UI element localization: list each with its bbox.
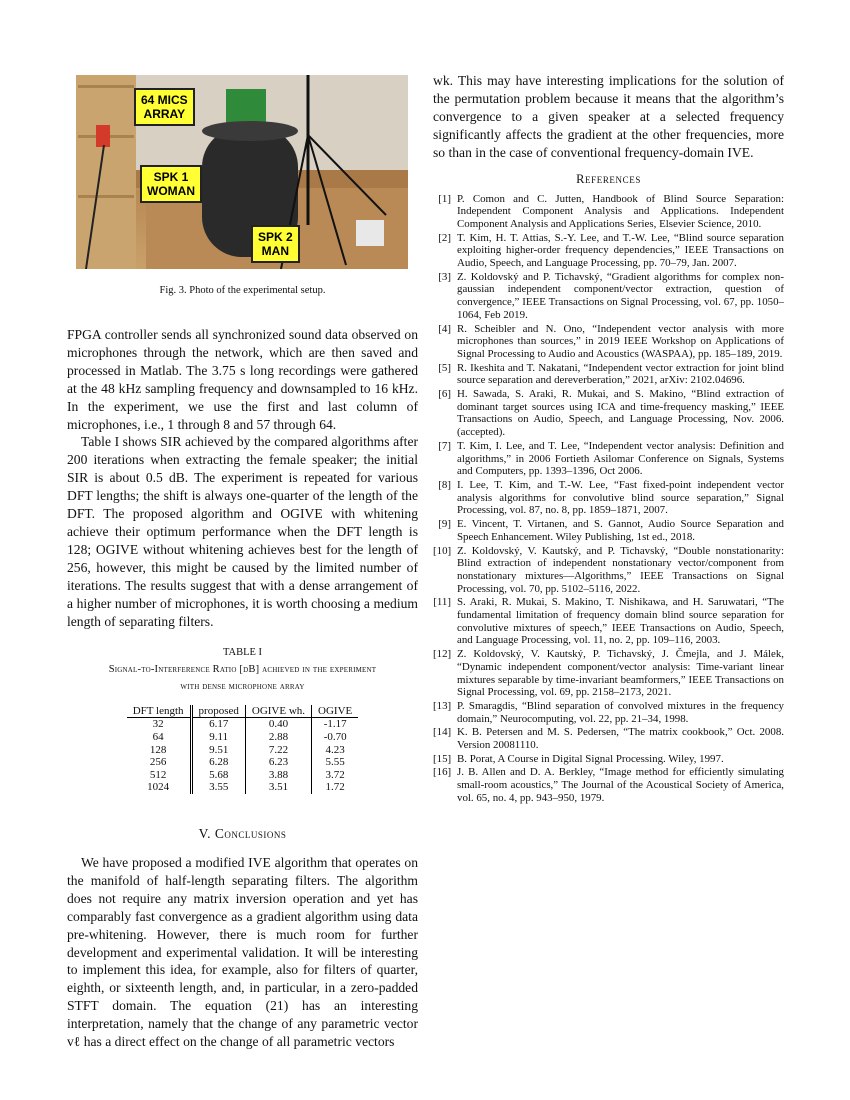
cell-dft-length: 256 xyxy=(127,756,191,769)
reference-number: [16] xyxy=(433,766,452,779)
reference-text: Z. Koldovský, V. Kautský, P. Tichavský, J. Čmejla, and J. Málek, “Dynamic independent component/vector analysis: Time-variant linear mixtures separable by time-invariant beamformers,” IEEE Transactions on Signal Processing, vol. 69, pp. 2158–2173, 2021. xyxy=(457,648,784,699)
reference-number: [10] xyxy=(433,544,452,557)
reference-item xyxy=(433,766,784,804)
cell-ogive: -1.17 xyxy=(323,718,347,731)
references-heading: References xyxy=(576,171,641,186)
experimental-setup-photo xyxy=(76,75,408,269)
reference-item xyxy=(433,753,784,766)
header-dft-length: DFT length xyxy=(127,705,191,718)
reference-item xyxy=(433,648,784,699)
cell-ogive: 3.72 xyxy=(325,768,345,781)
setup-illustration xyxy=(76,75,408,269)
conclusions-heading-number: V. xyxy=(198,825,215,841)
table-row xyxy=(127,731,359,744)
reference-item xyxy=(433,193,784,231)
cell-ogive: 1.72 xyxy=(325,781,345,794)
reference-number: [3] xyxy=(438,270,451,283)
reference-item xyxy=(433,518,784,543)
reference-item xyxy=(433,700,784,725)
paragraph-conclusions: We have proposed a modified IVE algorithm that operates on the manifold of half-length separating filters. The algorithm does not require any matrix inversion operation and yet has comparably fast convergence as a gradient algorithm using data pre-whitening. However, there is much room for further development and experimental validation. It will be interesting to implement this idea, for example, also for filters of quarter, eighth, or sixteenth length, and, in particular, in a zero-padded STFT domain. The equation (21) has an interesting interpretation, namely that the change of any parametric vector vℓ has a direct effect on the change of all parametric vectors xyxy=(67,854,418,1050)
reference-number: [7] xyxy=(438,439,451,452)
right-column xyxy=(433,72,784,806)
reference-item xyxy=(433,323,784,361)
table-row xyxy=(127,756,359,769)
reference-text: P. Comon and C. Jutten, Handbook of Blind Source Separation: Independent Component Analysis and Applications. Independent Component Analysis and Applications Series, Elsevier Science, 2010. xyxy=(457,192,784,230)
reference-number: [4] xyxy=(438,322,451,335)
references-list xyxy=(433,193,784,805)
reference-item xyxy=(433,362,784,387)
reference-text: I. Lee, T. Kim, and T.-W. Lee, “Fast fixed-point independent vector analysis algorithms for convolutive blind source separation,” Signal Processing, vol. 87, no. 8, pp. 1859–1871, 2007. xyxy=(457,479,784,517)
table-caption-line2: with dense microphone array xyxy=(180,681,305,693)
reference-text: K. B. Petersen and M. S. Pedersen, “The matrix cookbook,” Oct. 2008. Version 20081110. xyxy=(457,726,784,752)
reference-text: Z. Koldovský, V. Kautský, and P. Tichavský, “Double nonstationarity: Blind extraction of independent nonstationary vector/component from nonstationary mixtures—Algorithms,” IEEE Transactions on Signal Processing, vol. 70, pp. 5102–5116, 2022. xyxy=(457,544,784,595)
reference-text: J. B. Allen and D. A. Berkley, “Image method for efficiently simulating small-room acoustics,” The Journal of the Acoustical Society of America, vol. 65, no. 4, pp. 943–950, 1979. xyxy=(457,766,784,804)
reference-text: B. Porat, A Course in Digital Signal Processing. Wiley, 1997. xyxy=(457,752,724,765)
label-speaker1-line2: WOMAN xyxy=(147,184,195,198)
label-speaker2-line1: SPK 2 xyxy=(258,230,293,244)
cell-dft-length: 1024 xyxy=(127,781,191,794)
reference-text: S. Araki, R. Mukai, S. Makino, T. Nishikawa, and H. Saruwatari, “The fundamental limitation of frequency domain blind source separation for convolutive mixtures of speech,” IEEE Transactions on Audio, Speech, and Language Processing, vol. 11, no. 2, pp. 109–116, 2003. xyxy=(457,596,784,647)
cell-proposed: 6.28 xyxy=(191,756,245,769)
cell-ogive-wh: 2.88 xyxy=(245,731,311,744)
reference-number: [13] xyxy=(433,699,452,712)
conclusions-heading xyxy=(67,826,418,842)
reference-text: H. Sawada, S. Araki, R. Mukai, and S. Makino, “Blind extraction of dominant target sources using ICA and time-frequency masking,” IEEE Transactions on Audio, Speech, and Language Processing, Nov. 2006. (accepted). xyxy=(457,388,784,439)
table-row xyxy=(127,781,359,794)
reference-number: [1] xyxy=(438,192,451,205)
label-mics-array-line2: ARRAY xyxy=(143,107,186,121)
reference-number: [11] xyxy=(433,596,451,609)
reference-item xyxy=(433,440,784,478)
reference-number: [6] xyxy=(438,388,451,401)
label-speaker1-line1: SPK 1 xyxy=(153,170,189,184)
reference-number: [12] xyxy=(433,648,452,661)
header-ogive: OGIVE xyxy=(312,705,359,718)
reference-number: [5] xyxy=(438,361,451,374)
left-column xyxy=(67,72,418,1051)
table-row xyxy=(127,744,359,757)
label-mics-array xyxy=(134,88,195,126)
reference-item xyxy=(433,232,784,270)
table-body xyxy=(127,718,359,794)
table-label: TABLE I xyxy=(222,647,263,659)
reference-number: [9] xyxy=(438,518,451,531)
cell-proposed: 9.11 xyxy=(191,731,245,744)
label-speaker2-line2: MAN xyxy=(261,244,289,258)
header-proposed: proposed xyxy=(191,705,245,718)
table-caption xyxy=(67,644,418,695)
figure-caption: Fig. 3. Photo of the experimental setup. xyxy=(159,285,326,296)
label-speaker1 xyxy=(140,165,202,203)
reference-number: [8] xyxy=(438,479,451,491)
cell-ogive: 5.55 xyxy=(325,756,345,769)
table-caption-line1: Signal-to-Interference Ratio [dB] achieved in the experiment xyxy=(108,664,377,676)
table-row xyxy=(127,769,359,782)
reference-item xyxy=(433,388,784,439)
reference-text: T. Kim, I. Lee, and T. Lee, “Independent vector analysis: Definition and algorithms,” in 2006 Fortieth Asilomar Conference on Signals, Systems and Computers, pp. 1393–1396, Oct 2006. xyxy=(457,439,784,478)
reference-number: [2] xyxy=(438,231,451,244)
cell-dft-length: 128 xyxy=(127,744,191,757)
cell-ogive-wh: 6.23 xyxy=(245,756,311,769)
reference-item xyxy=(433,726,784,751)
reference-text: Z. Koldovský and P. Tichavský, “Gradient algorithms for complex non-gaussian independent component/vector extraction, question of convergence,” IEEE Transactions on Signal Processing, vol. 67, pp. 1050–1064, Feb 2019. xyxy=(457,270,784,321)
reference-text: P. Smaragdis, “Blind separation of convolved mixtures in the frequency domain,” Neurocomputing, vol. 22, pp. 21–34, 1998. xyxy=(457,699,784,725)
cell-proposed: 5.68 xyxy=(191,769,245,782)
reference-text: T. Kim, H. T. Attias, S.-Y. Lee, and T.-W. Lee, “Blind source separation exploiting higher-order frequency dependencies,” IEEE Transactions on Audio, Speech, and Language Processing, pp. 70–79, Jan. 2007. xyxy=(457,231,784,270)
cell-proposed: 3.55 xyxy=(191,781,245,794)
cell-ogive-wh: 0.40 xyxy=(245,718,311,731)
label-speaker2 xyxy=(251,225,300,263)
reference-item xyxy=(433,545,784,596)
cell-proposed: 9.51 xyxy=(191,744,245,757)
cell-ogive: -0.70 xyxy=(323,731,347,743)
header-ogive-wh: OGIVE wh. xyxy=(245,705,311,718)
reference-number: [15] xyxy=(433,752,452,765)
reference-item xyxy=(433,479,784,517)
cell-proposed: 6.17 xyxy=(191,718,245,731)
sir-results-table xyxy=(127,705,359,794)
cell-ogive-wh: 7.22 xyxy=(245,744,311,757)
cell-dft-length: 64 xyxy=(127,731,191,744)
conclusions-heading-text: Conclusions xyxy=(214,825,287,841)
cell-ogive-wh: 3.51 xyxy=(245,781,311,794)
reference-text: E. Vincent, T. Virtanen, and S. Gannot, Audio Source Separation and Speech Enhancement. Wiley Publishing, 1st ed., 2018. xyxy=(457,518,784,543)
paragraph-table-discussion: Table I shows SIR achieved by the compared algorithms after 200 iterations when extracting the female speaker; the initial SIR is about 0.5 dB. The experiment is repeated for various DFT lengths; the shift is always one-quarter of the length of the DFT. The proposed algorithm and OGIVE with whitening achieve their optimum performance when the DFT length is 128; OGIVE without whitening achieves best for the length of 256, however, this might be caused by the limited number of iterations. The results suggest that with a dense arrangement of a higher number of microphones, it is worth choosing a medium length of separating filters. xyxy=(67,434,418,629)
reference-text: R. Ikeshita and T. Nakatani, “Independent vector extraction for joint blind source separation and dereverberation,” 2021, arXiv: 2102.04696. xyxy=(457,361,784,387)
reference-number: [14] xyxy=(433,726,452,739)
paragraph-fpga: FPGA controller sends all synchronized sound data observed on microphones through the network, which are then saved and processed in Matlab. The 3.75 s long recordings were gathered at the 48 kHz sampling frequency and downsampled to 16 kHz. In the experiment, we use the first and last column of microphones, i.e., 1 through 8 and 57 through 64. xyxy=(67,327,418,432)
cell-dft-length: 32 xyxy=(127,718,191,731)
cell-ogive: 4.23 xyxy=(325,743,345,756)
table-header-row xyxy=(127,705,359,718)
cell-ogive-wh: 3.88 xyxy=(245,769,311,782)
table-row xyxy=(127,718,359,731)
paragraph-continuation: wk. This may have interesting implications for the solution of the permutation problem because it means that the algorithm’s convergence to a given speaker at a selected frequency significantly affects the gradient at the other frequencies, more so than in the case of conventional frequency-domain IVE. xyxy=(433,73,784,160)
reference-text: R. Scheibler and N. Ono, “Independent vector analysis with more microphones than sources,” in 2019 IEEE Workshop on Applications of Signal Processing to Audio and Acoustics (WASPAA), pp. 185–189, 2019. xyxy=(457,322,784,360)
reference-item xyxy=(433,271,784,322)
cell-dft-length: 512 xyxy=(127,769,191,782)
label-mics-array-line1: 64 MICS xyxy=(141,93,188,107)
reference-item xyxy=(433,596,784,647)
